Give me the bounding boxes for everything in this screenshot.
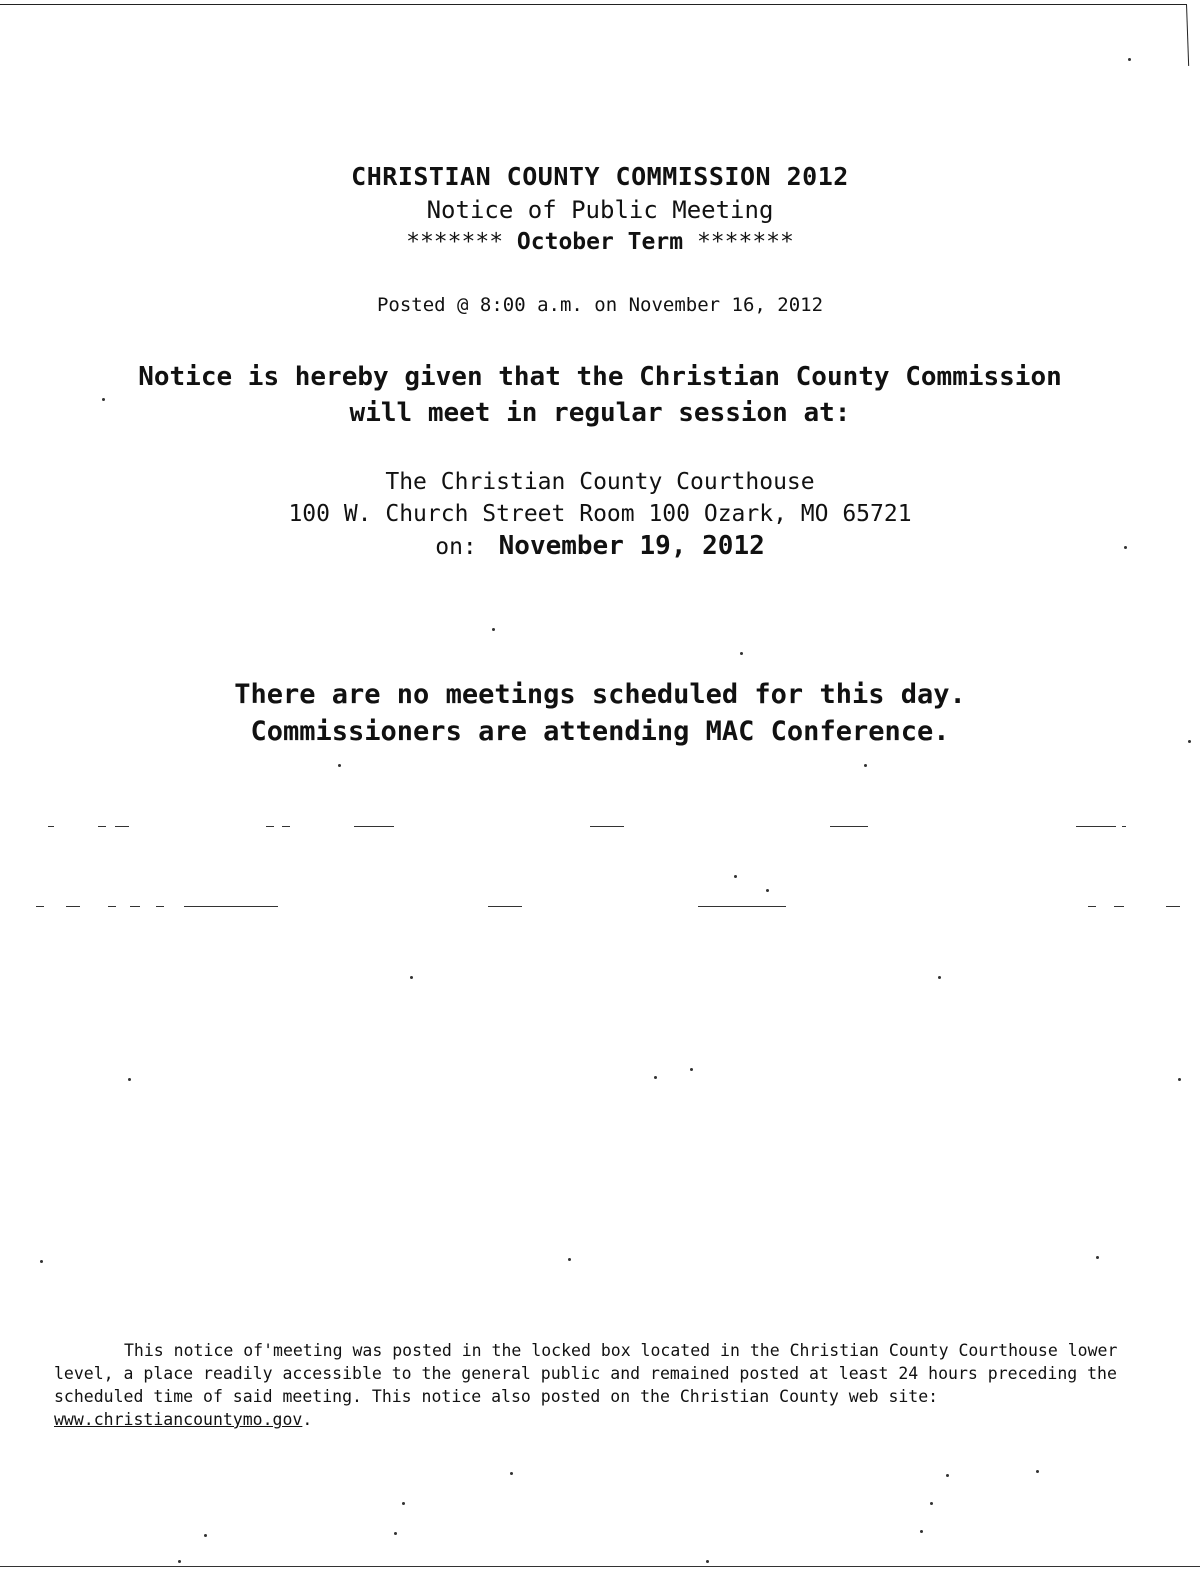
scan-speck	[1124, 546, 1127, 549]
scan-dash	[266, 826, 274, 827]
venue-block	[0, 466, 1200, 530]
announcement-line-2: Commissioners are attending MAC Conference.	[250, 716, 950, 747]
notice-statement	[0, 359, 1200, 431]
scan-speck	[690, 1068, 693, 1071]
scan-dash	[488, 906, 522, 907]
term-prefix: *******	[406, 229, 504, 255]
scan-speck	[766, 889, 769, 892]
scan-dash	[130, 906, 140, 907]
term-line	[0, 229, 1200, 255]
venue-name: The Christian County Courthouse	[385, 469, 815, 495]
scan-speck	[706, 1560, 709, 1563]
scan-speck	[178, 1560, 181, 1563]
posting-notice-end: .	[302, 1410, 313, 1429]
scan-speck	[1178, 1078, 1181, 1081]
scan-dash	[108, 906, 116, 907]
meeting-date: November 19, 2012	[498, 531, 765, 561]
scan-dash	[48, 826, 54, 827]
venue-address: 100 W. Church Street Room 100 Ozark, MO 65721	[288, 501, 912, 527]
meeting-date-line	[0, 531, 1200, 561]
posting-notice	[54, 1339, 1154, 1431]
scan-dash	[184, 906, 278, 907]
scan-speck	[402, 1502, 405, 1505]
scan-dash	[282, 826, 290, 827]
document-title: CHRISTIAN COUNTY COMMISSION 2012	[351, 162, 849, 191]
scan-speck	[946, 1474, 949, 1477]
scan-speck	[204, 1534, 207, 1537]
scan-speck	[394, 1532, 397, 1535]
scan-dash	[830, 826, 868, 827]
scan-dash	[1166, 906, 1180, 907]
document-subtitle: Notice of Public Meeting	[426, 196, 774, 224]
scan-speck	[1096, 1256, 1099, 1259]
scan-speck	[40, 1260, 43, 1263]
notice-line-1: Notice is hereby given that the Christian County Commission	[138, 362, 1062, 392]
posted-timestamp: Posted @ 8:00 a.m. on November 16, 2012	[376, 294, 824, 316]
scan-dash	[115, 826, 129, 827]
posting-notice-text: This notice of'meeting was posted in the locked box located in the Christian County Courthouse lower level, a place readily accessible to the general public and remained posted at least 24 hours preceding the scheduled time of said meeting. This notice also posted on the Christian County web site:	[54, 1341, 1118, 1406]
scan-dash	[1122, 826, 1126, 827]
scan-dash	[1088, 906, 1096, 907]
scan-speck	[492, 628, 495, 631]
page-border-bottom	[0, 1566, 1200, 1567]
scan-dash	[1114, 906, 1124, 907]
page-border-top	[0, 4, 1186, 5]
scan-speck	[1128, 58, 1131, 61]
scan-speck	[654, 1076, 657, 1079]
scan-speck	[1036, 1470, 1039, 1473]
scan-dash	[36, 906, 44, 907]
scan-dash	[590, 826, 624, 827]
scan-speck	[568, 1258, 571, 1261]
scan-artifact-row-2	[30, 906, 1170, 910]
website-link[interactable]: www.christiancountymo.gov	[54, 1410, 303, 1429]
scan-speck	[938, 976, 941, 979]
notice-line-2: will meet in regular session at:	[349, 398, 851, 428]
term-suffix: *******	[696, 229, 794, 255]
announcement-line-1: There are no meetings scheduled for this day.	[234, 679, 966, 710]
scan-speck	[734, 875, 737, 878]
scan-speck	[128, 1078, 131, 1081]
scan-dash	[354, 826, 394, 827]
scan-dash	[156, 906, 164, 907]
scan-speck	[740, 652, 743, 655]
scan-dash	[98, 826, 106, 827]
announcement	[0, 676, 1200, 750]
scan-speck	[410, 976, 413, 979]
scan-speck	[510, 1472, 513, 1475]
scan-speck	[102, 398, 105, 401]
scan-dash	[66, 906, 80, 907]
page-border-right	[1186, 4, 1189, 66]
term-name: October Term	[516, 229, 684, 255]
scan-artifact-row-1	[30, 826, 1170, 830]
scan-speck	[1188, 740, 1191, 743]
scan-dash	[1076, 826, 1116, 827]
meeting-date-label: on:	[435, 534, 477, 560]
scan-speck	[930, 1502, 933, 1505]
scan-speck	[920, 1530, 923, 1533]
scan-dash	[698, 906, 786, 907]
scan-speck	[864, 764, 867, 767]
scan-speck	[338, 764, 341, 767]
